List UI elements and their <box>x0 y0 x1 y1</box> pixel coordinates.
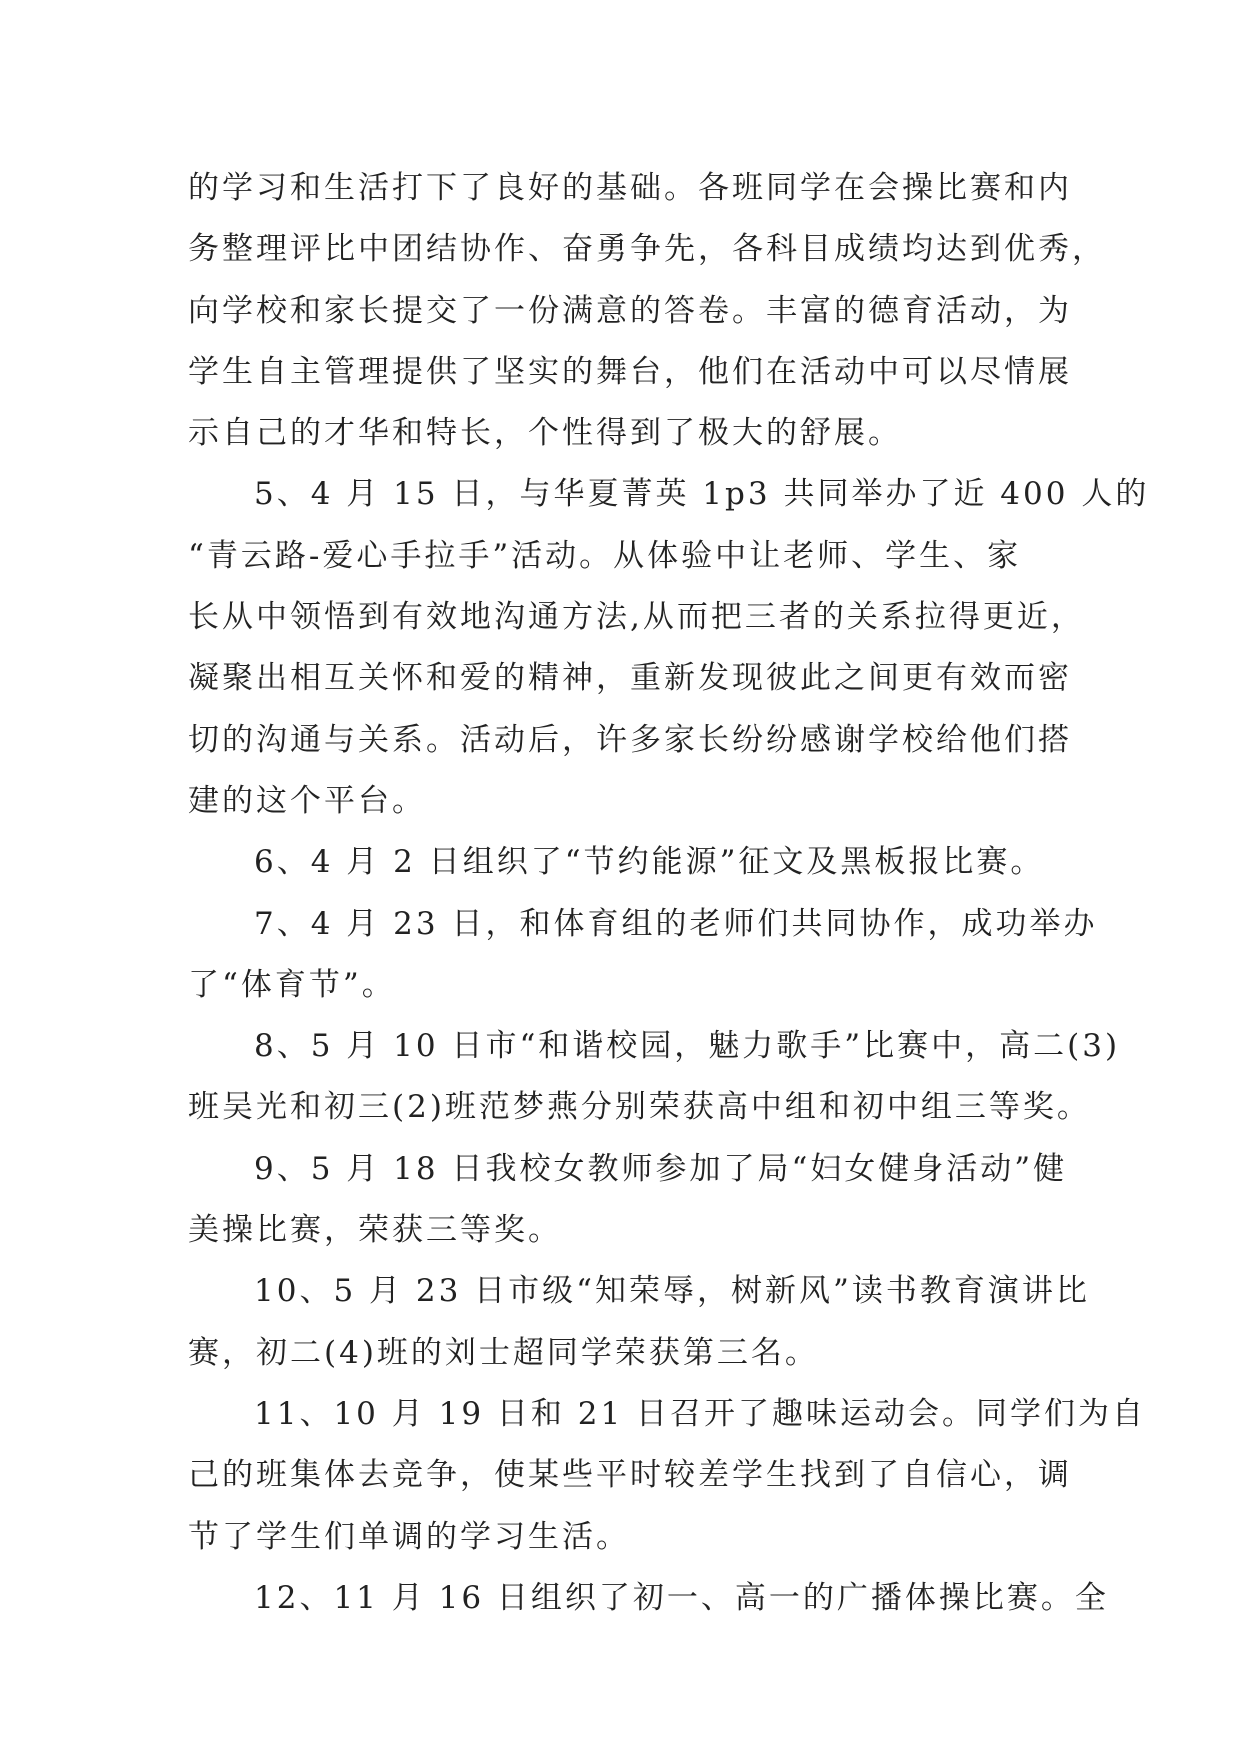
text-line: 凝聚出相互关怀和爱的精神，重新发现彼此之间更有效而密 <box>188 660 1072 697</box>
text-line: 赛，初二(4)班的刘士超同学荣获第三名。 <box>188 1334 819 1371</box>
text-line: 向学校和家长提交了一份满意的答卷。丰富的德育活动，为 <box>188 292 1072 329</box>
text-line-item-7: 7、4 月 23 日，和体育组的老师们共同协作，成功举办 <box>254 905 1098 942</box>
text-line: 己的班集体去竞争，使某些平时较差学生找到了自信心，调 <box>188 1457 1072 1494</box>
text-line-item-10: 10、5 月 23 日市级“知荣辱，树新风”读书教育演讲比 <box>254 1273 1090 1310</box>
text-line-item-6: 6、4 月 2 日组织了“节约能源”征文及黑板报比赛。 <box>254 844 1045 881</box>
text-line-item-5: 5、4 月 15 日，与华夏菁英 1p3 共同举办了近 400 人的 <box>254 476 1150 513</box>
text-line-item-11: 11、10 月 19 日和 21 日召开了趣味运动会。同学们为自 <box>254 1395 1147 1432</box>
text-line: 的学习和生活打下了良好的基础。各班同学在会操比赛和内 <box>188 170 1072 206</box>
body-text <box>188 158 1150 1629</box>
text-line: 示自己的才华和特长，个性得到了极大的舒展。 <box>188 415 902 452</box>
text-line: “青云路-爱心手拉手”活动。从体验中让老师、学生、家 <box>188 537 1022 574</box>
text-line-item-12: 12、11 月 16 日组织了初一、高一的广播体操比赛。全 <box>254 1579 1109 1616</box>
text-line: 美操比赛，荣获三等奖。 <box>188 1212 562 1249</box>
text-line: 了“体育节”。 <box>188 966 396 1003</box>
text-line: 节了学生们单调的学习生活。 <box>188 1518 630 1555</box>
text-line-item-9: 9、5 月 18 日我校女教师参加了局“妇女健身活动”健 <box>254 1150 1068 1187</box>
text-line: 切的沟通与关系。活动后，许多家长纷纷感谢学校给他们搭 <box>188 721 1072 758</box>
text-line: 班吴光和初三(2)班范梦燕分别荣获高中组和初中组三等奖。 <box>188 1089 1091 1126</box>
text-line: 务整理评比中团结协作、奋勇争先，各科目成绩均达到优秀， <box>188 231 1106 268</box>
text-line: 建的这个平台。 <box>188 782 426 819</box>
text-line-item-8: 8、5 月 10 日市“和谐校园，魅力歌手”比赛中，高二(3) <box>254 1028 1121 1065</box>
text-line: 学生自主管理提供了坚实的舞台，他们在活动中可以尽情展 <box>188 353 1072 390</box>
text-line: 长从中领悟到有效地沟通方法,从而把三者的关系拉得更近， <box>188 599 1085 636</box>
